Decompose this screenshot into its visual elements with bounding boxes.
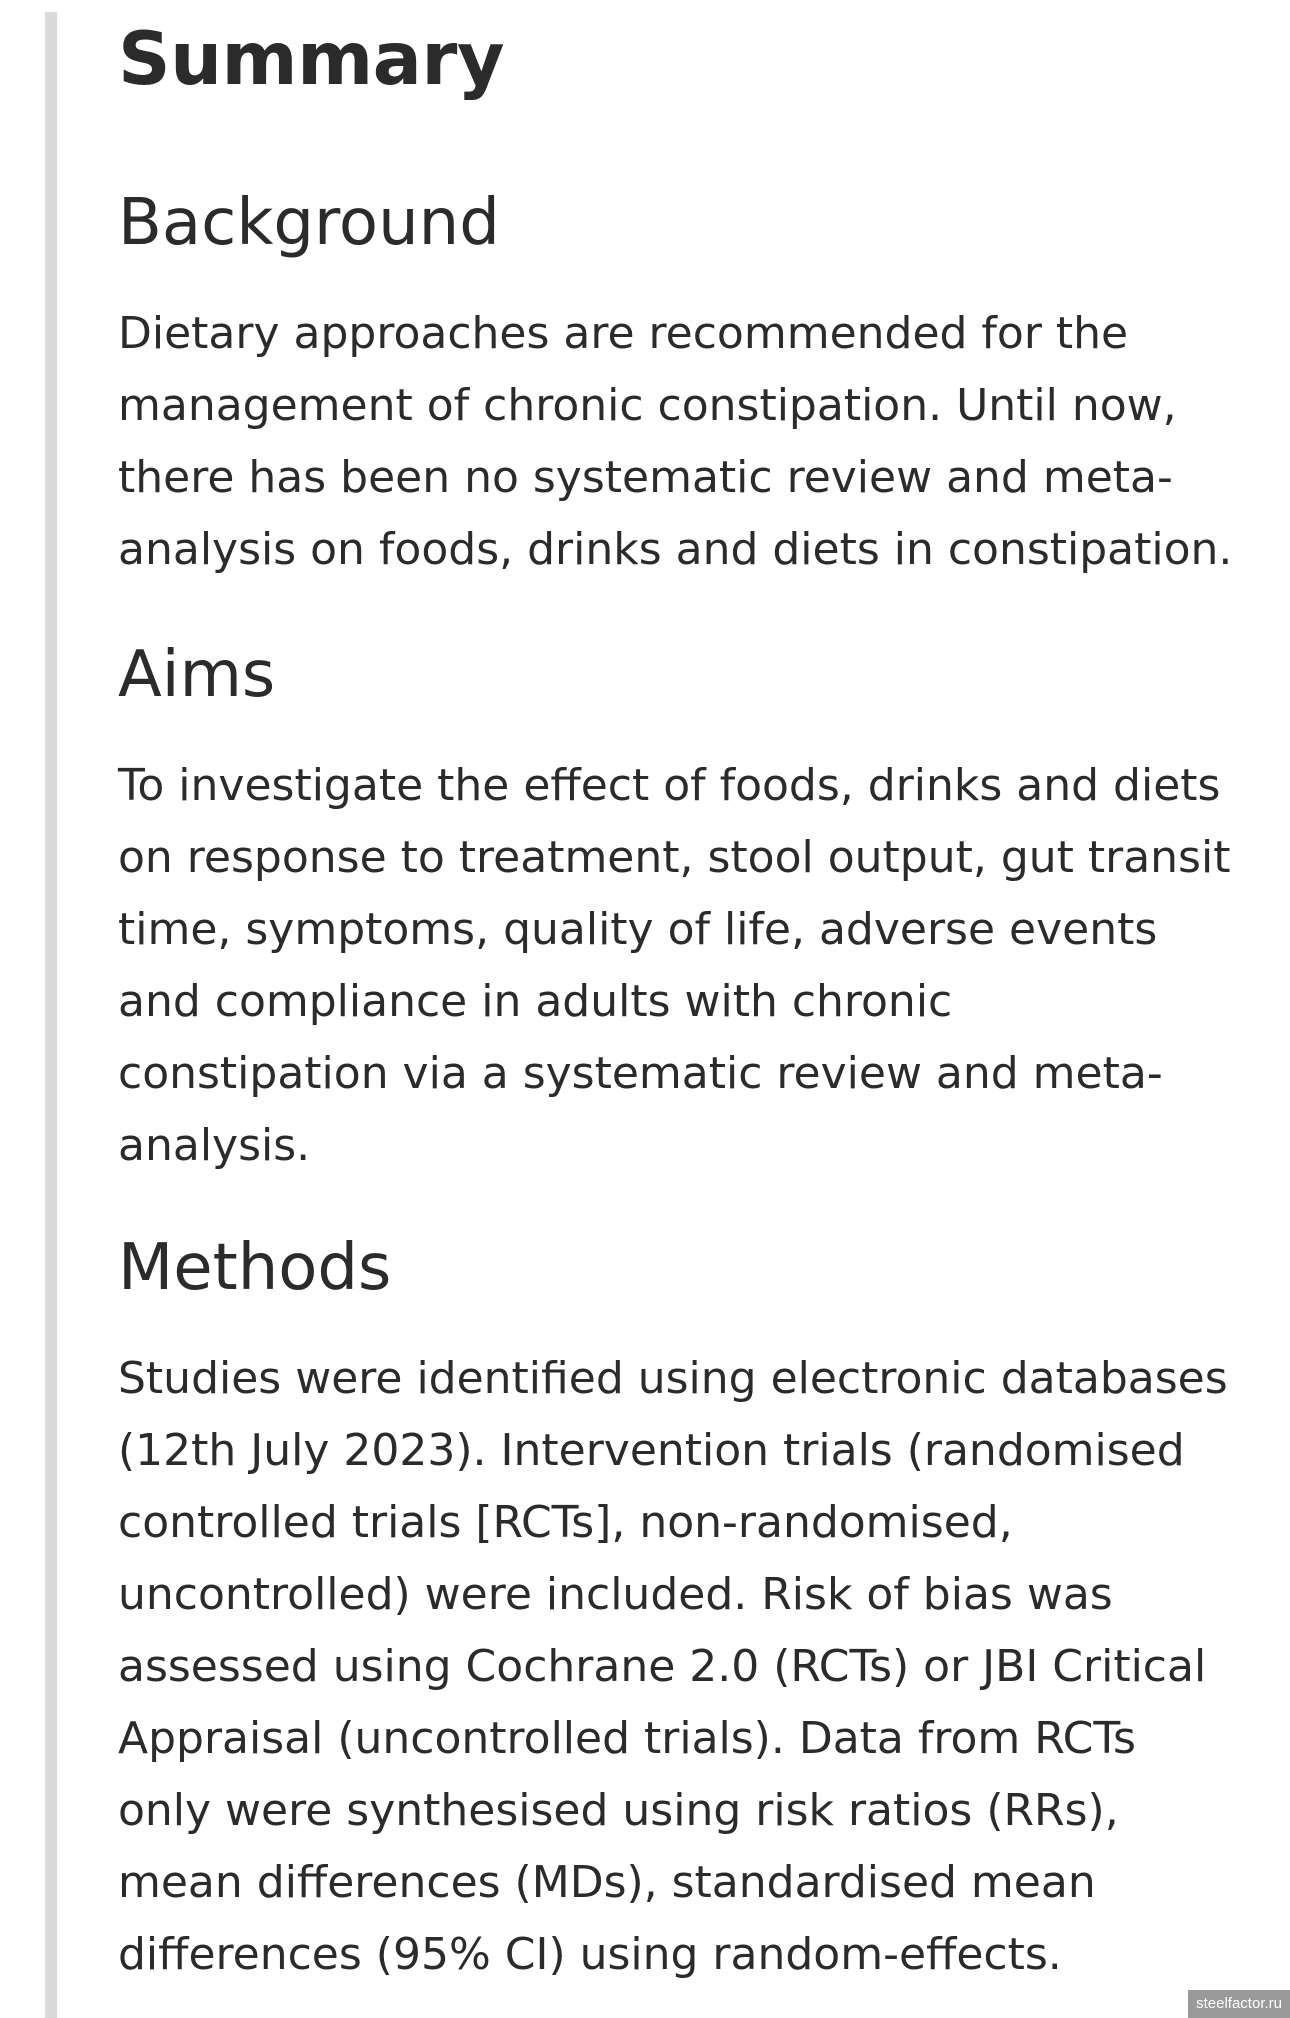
section-text-methods [118, 1343, 1258, 1991]
text-line: Dietary approaches are recommended for the [118, 308, 1129, 359]
text-line: mean differences (MDs), standardised mean [118, 1857, 1096, 1908]
text-line: Appraisal (uncontrolled trials). Data from RCTs [118, 1713, 1136, 1764]
text-line: there has been no systematic review and meta- [118, 452, 1173, 503]
text-line: assessed using Cochrane 2.0 (RCTs) or JBI Critical [118, 1641, 1207, 1692]
text-line: uncontrolled) were included. Risk of bias was [118, 1569, 1113, 1620]
text-line: To investigate the effect of foods, drinks and diets [118, 760, 1221, 811]
text-line: on response to treatment, stool output, gut transit [118, 832, 1231, 883]
text-line: analysis on foods, drinks and diets in constipation. [118, 524, 1233, 575]
text-line: time, symptoms, quality of life, adverse events [118, 904, 1158, 955]
text-line: analysis. [118, 1120, 311, 1171]
text-line: constipation via a systematic review and meta- [118, 1048, 1163, 1099]
text-line: Studies were identified using electronic databases [118, 1353, 1228, 1404]
text-line: controlled trials [RCTs], non-randomised, [118, 1497, 1013, 1548]
section-heading-methods: Methods [118, 1231, 392, 1305]
section-text-background [118, 298, 1258, 586]
blockquote-bar [45, 12, 57, 2018]
section-text-aims [118, 750, 1258, 1182]
text-line: (12th July 2023). Intervention trials (randomised [118, 1425, 1185, 1476]
text-line: only were synthesised using risk ratios (RRs), [118, 1785, 1119, 1836]
page-title: Summary [118, 17, 505, 102]
section-heading-background: Background [118, 186, 500, 260]
watermark: steelfactor.ru [1188, 1990, 1290, 2018]
text-line: and compliance in adults with chronic [118, 976, 953, 1027]
text-line: differences (95% CI) using random-effects. [118, 1929, 1062, 1980]
text-line: management of chronic constipation. Until now, [118, 380, 1177, 431]
section-heading-aims: Aims [118, 638, 276, 712]
